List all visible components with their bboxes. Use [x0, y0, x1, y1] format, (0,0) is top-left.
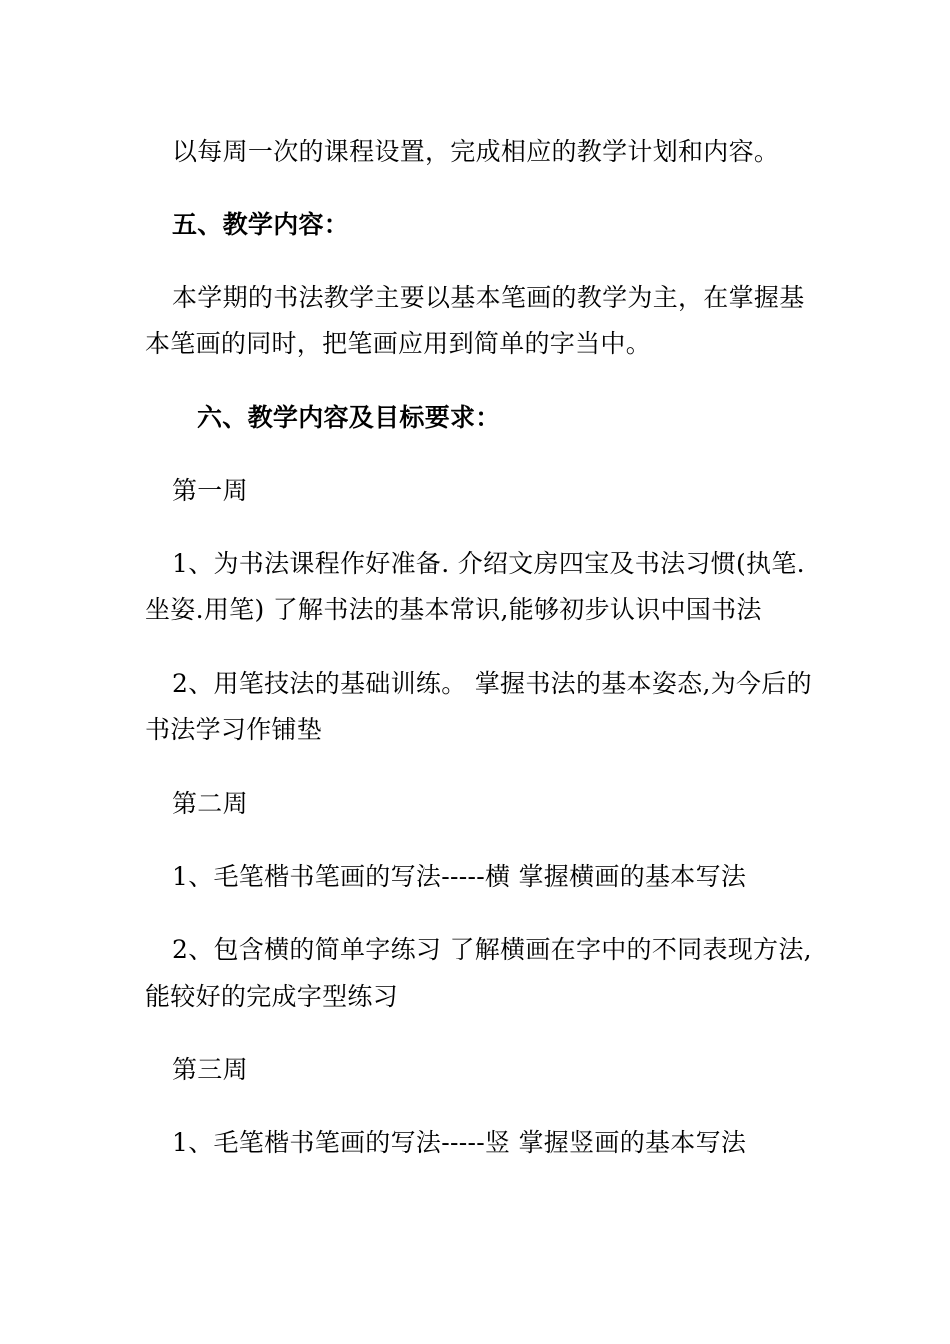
paragraph-course-setting: 以每周一次的课程设置，完成相应的教学计划和内容。 [172, 137, 780, 166]
week-1-item-1-line-1: 1、为书法课程作好准备. 介绍文房四宝及书法习惯(执笔. [172, 549, 805, 578]
week-1-item-2-line-2: 书法学习作铺垫 [145, 715, 323, 744]
week-2-item-2-line-2: 能较好的完成字型练习 [145, 982, 399, 1011]
heading-content-and-goals: 六、教学内容及目标要求： [197, 403, 501, 432]
week-1-title: 第一周 [172, 476, 248, 505]
week-1-item-2-line-1: 2、用笔技法的基础训练。 掌握书法的基本姿态,为今后的 [172, 669, 812, 698]
week-2-item-2-line-1: 2、包含横的简单字练习 了解横画在字中的不同表现方法, [172, 935, 812, 964]
paragraph-content-line-2: 本笔画的同时，把笔画应用到简单的字当中。 [145, 329, 652, 358]
week-2-item-1: 1、毛笔楷书笔画的写法-----横 掌握横画的基本写法 [172, 862, 747, 891]
week-1-item-1-line-2: 坐姿.用笔) 了解书法的基本常识,能够初步认识中国书法 [145, 595, 762, 624]
heading-teaching-content: 五、教学内容： [172, 210, 350, 239]
week-3-item-1: 1、毛笔楷书笔画的写法-----竖 掌握竖画的基本写法 [172, 1128, 747, 1157]
week-3-title: 第三周 [172, 1055, 248, 1084]
week-2-title: 第二周 [172, 789, 248, 818]
paragraph-content-line-1: 本学期的书法教学主要以基本笔画的教学为主，在掌握基 [172, 283, 805, 312]
